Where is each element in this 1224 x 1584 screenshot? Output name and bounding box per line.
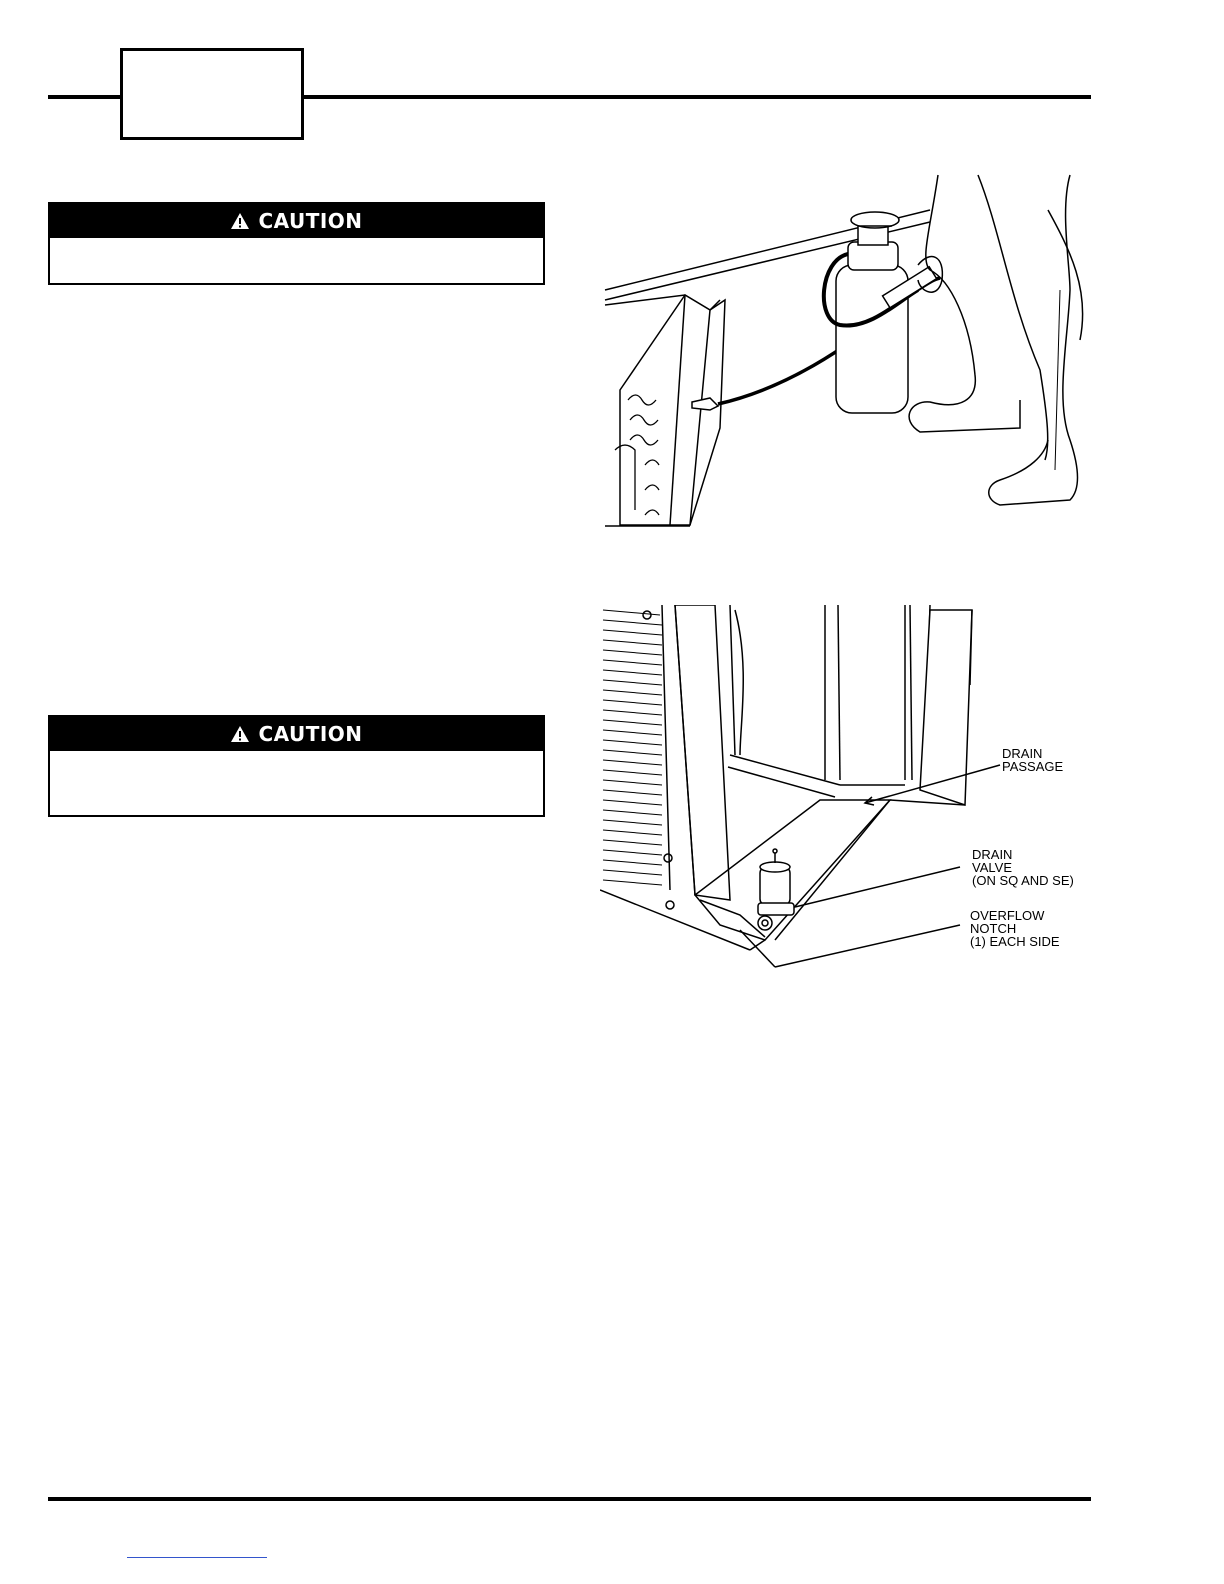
caution-box-1 [48,202,545,285]
footer-link-underline[interactable] [127,1557,267,1558]
drain-valve-label-line-1: DRAIN [972,847,1013,862]
warning-triangle-icon [230,725,250,743]
sprayer-illustration [600,170,1090,530]
drain-passage-label-line-2: PASSAGE [1002,759,1064,774]
header-rule-right [304,95,1091,99]
overflow-notch-label-line-3: (1) EACH SIDE [970,934,1060,949]
caution-title-2: CAUTION [258,722,363,746]
caution-box-2 [48,715,545,817]
drain-passage-label-line-1: DRAIN [1002,746,1043,761]
header-section-box [120,48,304,140]
caution-header-1 [50,204,543,238]
footer-rule [48,1497,1091,1501]
overflow-notch-label-line-2: NOTCH [970,921,1017,936]
overflow-notch-label-line-1: OVERFLOW [970,908,1045,923]
warning-triangle-icon [230,212,250,230]
drain-passage-label [1002,747,1063,773]
header-rule-left [48,95,122,99]
overflow-notch-label [970,909,1060,948]
caution-title-1: CAUTION [258,209,363,233]
caution-header-2 [50,717,543,751]
drain-valve-label [972,848,1074,887]
drain-valve-label-line-2: VALVE [972,860,1012,875]
drain-valve-label-line-3: (ON SQ AND SE) [972,873,1074,888]
